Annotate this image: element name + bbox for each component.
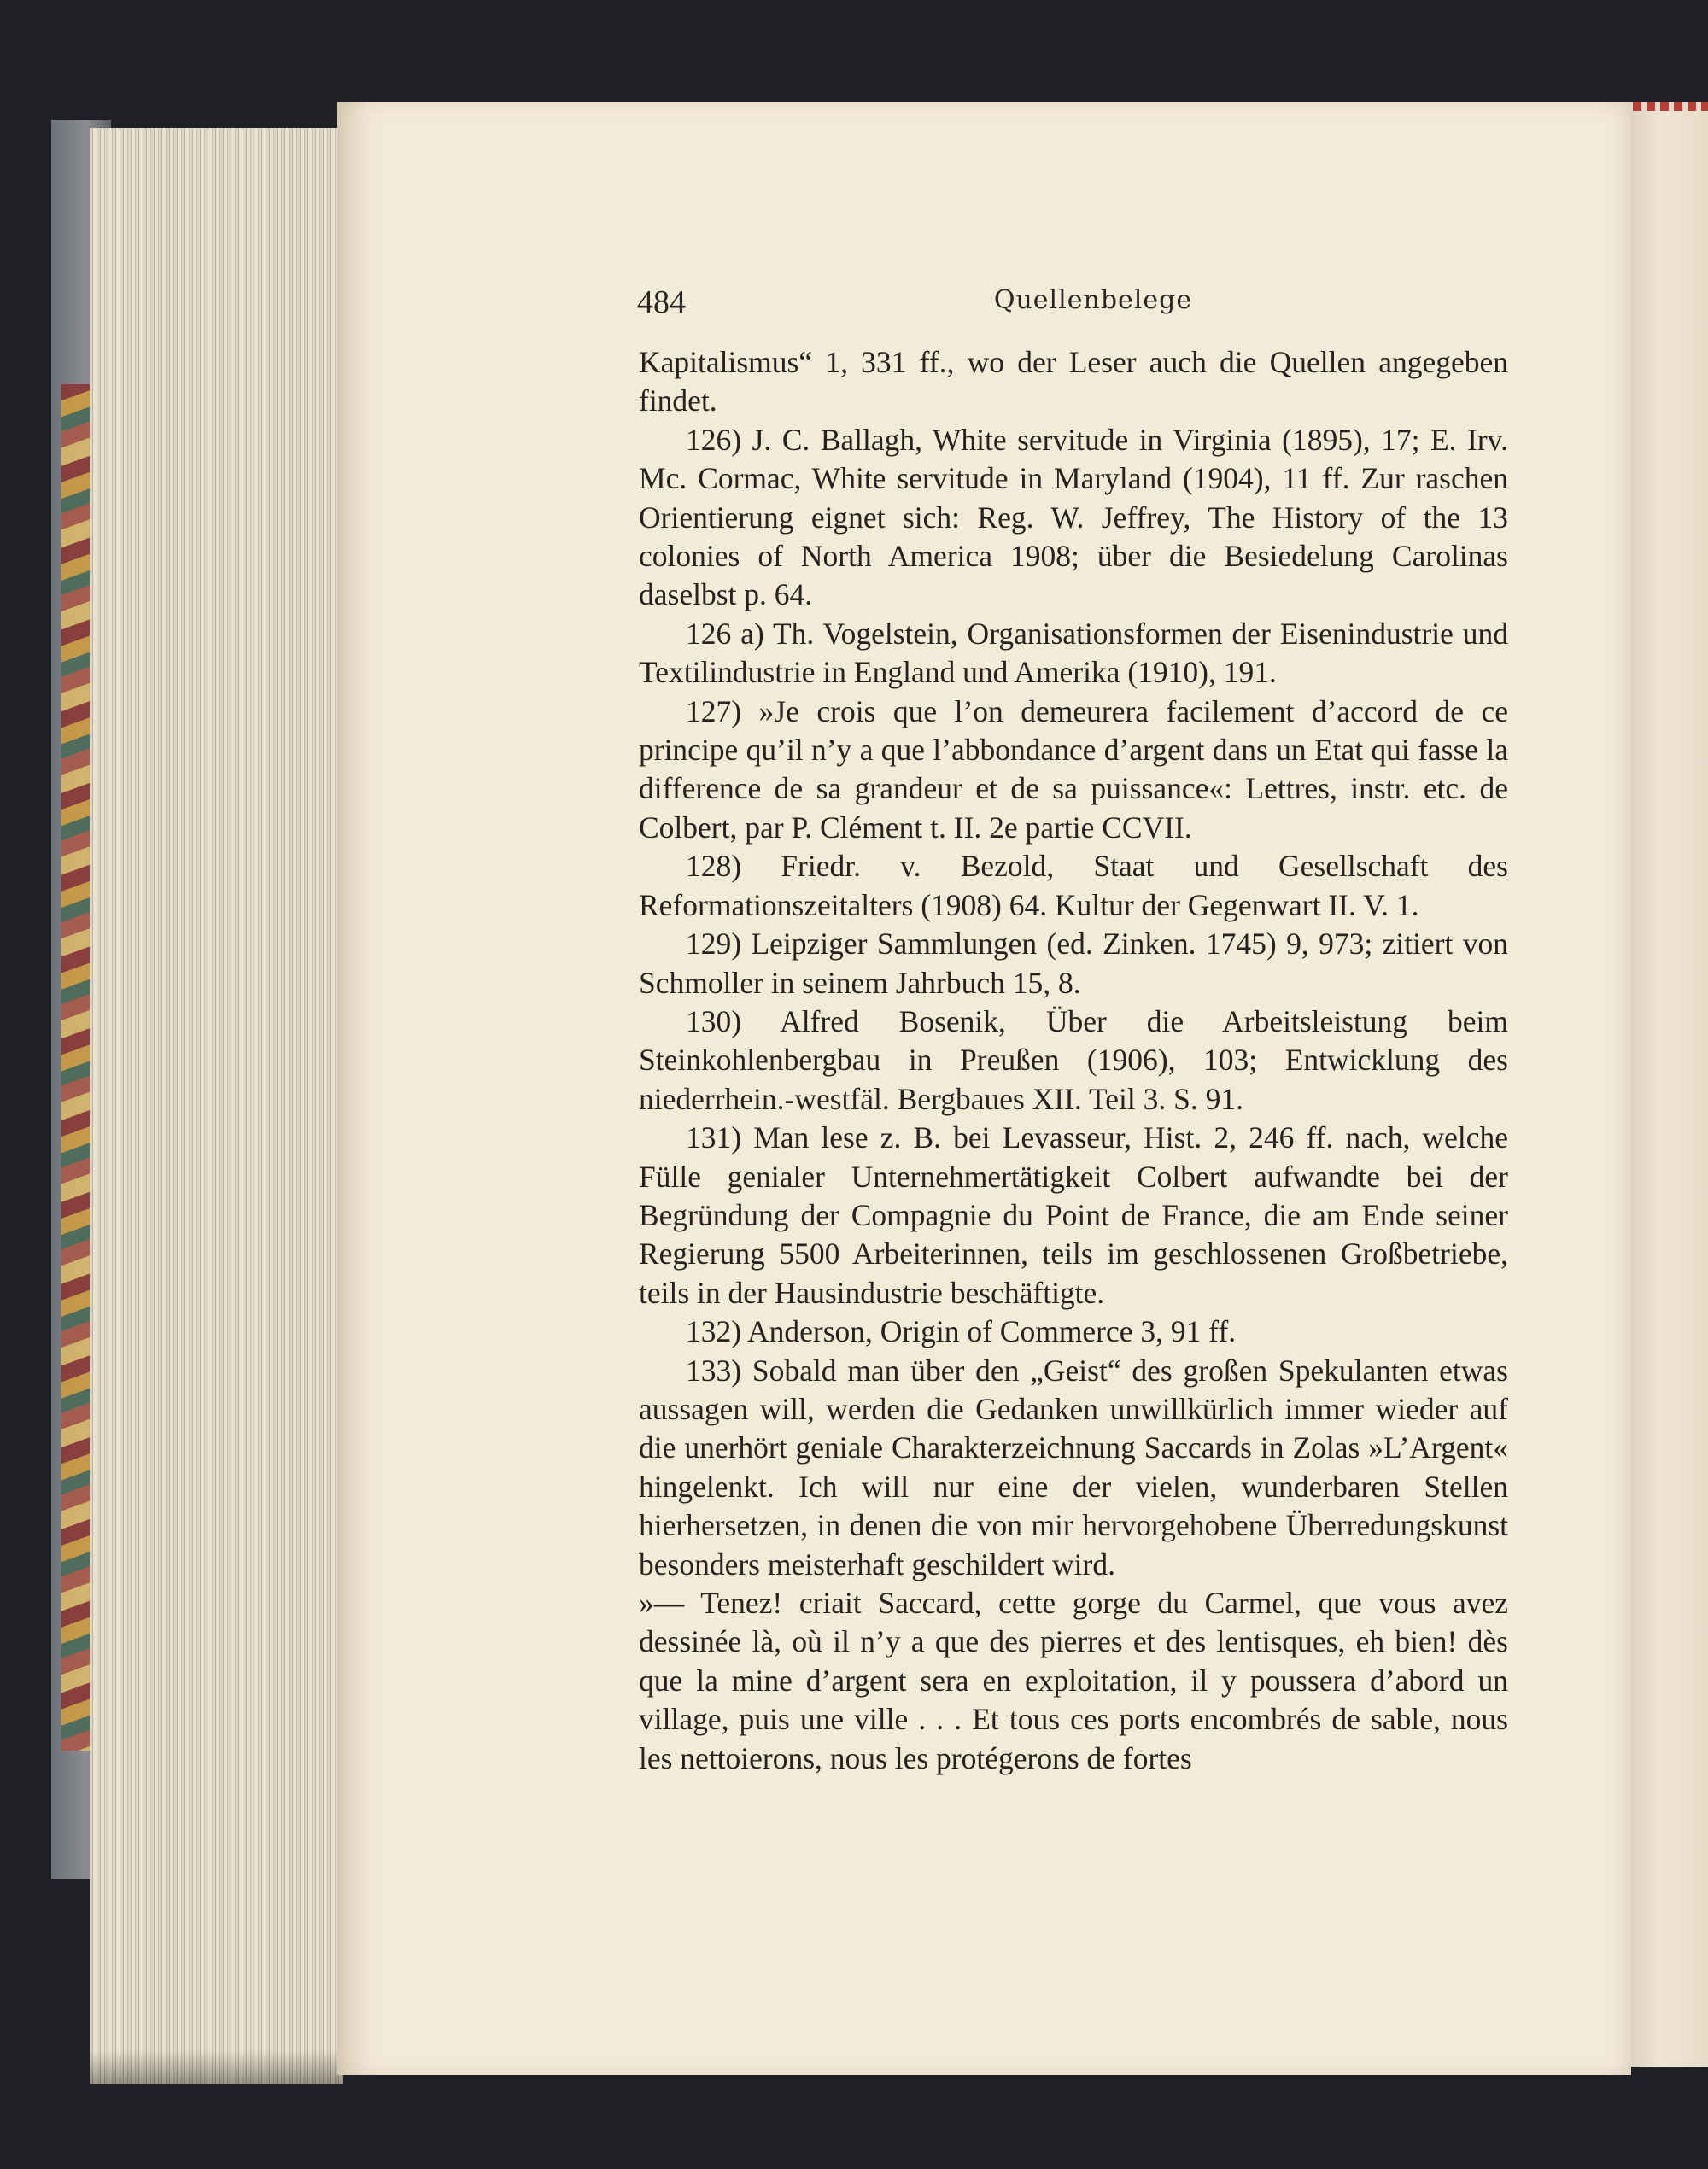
footnotes-text [639,343,1508,1778]
note-130: 130) Alfred Bosenik, Über die Arbeitsleistung beim Steinkohlenbergbau in Preußen (1906), 103; Entwicklung des niederrhein.-westfäl. Bergbaues XII. Teil 3. S. 91. [639,1003,1508,1116]
note-126a: 126 a) Th. Vogelstein, Organisationsformen der Eisenindustrie und Textilindustrie in England und Amerika (1910), 191. [639,616,1508,690]
note-127: 127) »Je crois que l’on demeurera facilement d’accord de ce principe qu’il n’y a que l’abbondance d’argent dans un Etat qui fasse la difference de sa grandeur et de sa puissance«: Lettres, instr. etc. de Colbert, par P. Clément t. II. 2e partie CCVII. [639,693,1508,845]
note-126: 126) J. C. Ballagh, White servitude in Virginia (1895), 17; E. Irv. Mc. Cormac, White servitude in Maryland (1904), 11 ff. Zur raschen Orientierung eignet sich: Reg. W. Jeffrey, The History of the 13 colonies of North America 1908; über die Besiedelung Carolinas daselbst p. 64. [639,422,1508,612]
page-number: 484 [637,284,686,320]
quote-zola: »— Tenez! criait Saccard, cette gorge du Carmel, que vous avez dessinée là, où il n’y a que des pierres et des lentisques, eh bien! dès que la mine d’argent sera en exploitation, il y poussera d’abord un village, puis une ville . . . Et tous ces ports encombrés de sable, nous les nettoierons, nous les protégerons de fortes [639,1586,1508,1775]
note-129: 129) Leipziger Sammlungen (ed. Zinken. 1745) 9, 973; zitiert von Schmoller in seinem Jahrbuch 15, 8. [639,927,1508,1000]
running-head: Quellenbelege [993,285,1193,315]
note-131: 131) Man lese z. B. bei Levasseur, Hist. 2, 246 ff. nach, welche Fülle genialer Unternehmertätigkeit Colbert aufwandte bei der Begründung der Compagnie du Point de France, die am Ende seiner Regierung 5500 Arbeiterinnen, teils im geschlossenen Großbetriebe, teils in der Hausindustrie beschäftigte. [639,1120,1508,1310]
paragraph-continuation: Kapitalismus“ 1, 331 ff., wo der Leser auch die Quellen angegeben findet. [639,345,1508,418]
facing-page-edge [1627,111,1708,2067]
page-edges [90,128,343,2084]
note-132: 132) Anderson, Origin of Commerce 3, 91 ff. [686,1314,1237,1349]
note-133: 133) Sobald man über den „Geist“ des großen Spekulanten etwas aussagen will, werden die Gedanken unwillkürlich immer wieder auf die unerhört geniale Charakterzeichnung Saccards in Zolas »L’Argent« hingelenkt. Ich will nur eine der vielen, wunderbaren Stellen hierhersetzen, in denen die von mir hervorgehobene Überredungskunst besonders meisterhaft geschildert wird. [639,1353,1508,1581]
note-128: 128) Friedr. v. Bezold, Staat und Gesellschaft des Reformationszeitalters (1908) 64. Kultur der Gegenwart II. V. 1. [639,849,1508,922]
